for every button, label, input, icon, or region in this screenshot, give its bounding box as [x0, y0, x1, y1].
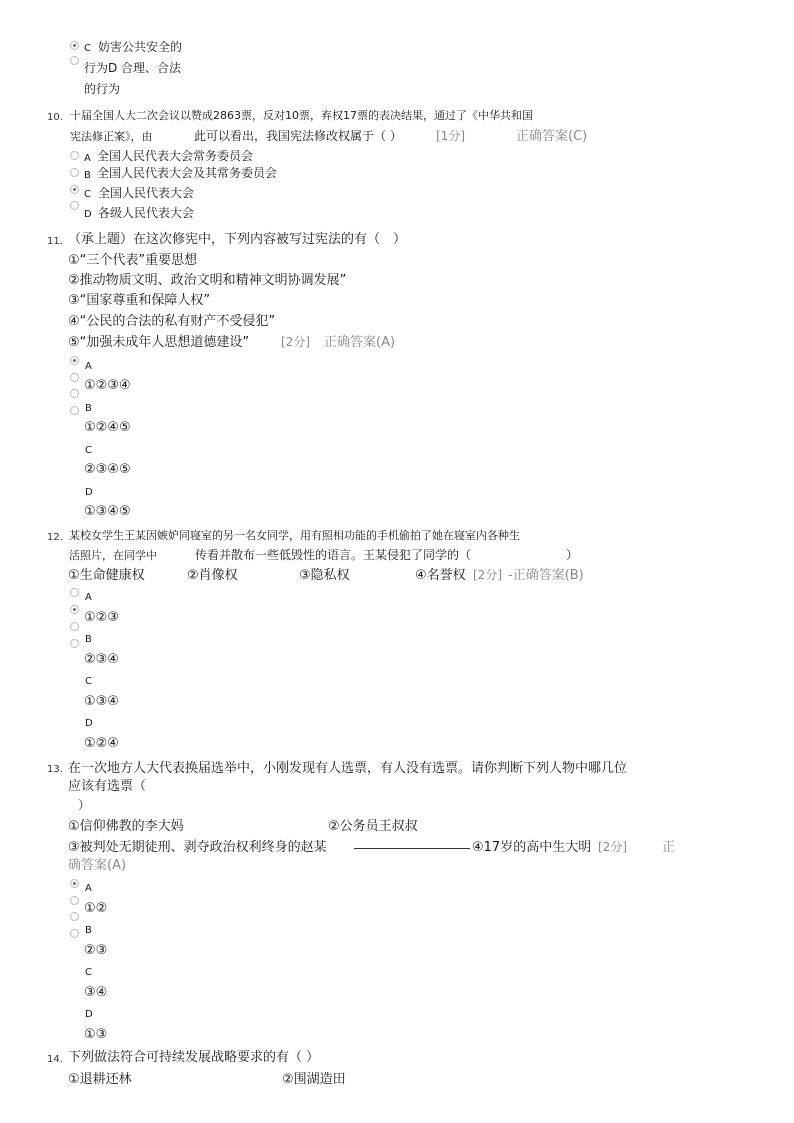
q13-stem-line3: ）	[78, 798, 91, 812]
q10-score: [1分]	[436, 129, 465, 143]
q12-option-c-text: ①③④	[84, 694, 119, 709]
q11-option-a-text: ①②③④	[84, 378, 131, 393]
q13-option-b-letter: B	[85, 925, 92, 936]
q12-option-d-text: ①②④	[84, 736, 119, 751]
q12-stem-line2b: 传看并散布一些低毁性的语言。王某侵犯了同学的（	[195, 548, 472, 562]
q10-option-d-letter: D	[84, 209, 92, 220]
q10-option-c-letter: C	[84, 189, 91, 200]
q10-number: 10.	[47, 112, 63, 123]
q12-score: [2分]	[473, 568, 502, 582]
q9-option-c-text: 妨害公共安全的	[98, 40, 183, 54]
q13-option-c-radio[interactable]	[70, 912, 79, 921]
q13-stem-line2: 应该有选票（	[68, 779, 147, 794]
q13-person-3: ③被判处无期徒刑、剥夺政治权利终身的赵某	[68, 840, 327, 855]
q12-right-1: ①生命健康权	[68, 568, 145, 583]
q11-option-a-letter: A	[85, 361, 92, 372]
q11-item-5: ⑤“加强未成年人思想道德建设”	[68, 335, 250, 350]
q11-option-c-letter: C	[85, 445, 92, 456]
q12-option-b-letter: B	[85, 634, 92, 645]
q12-option-c-letter: C	[85, 676, 92, 687]
q10-option-a-radio[interactable]	[70, 151, 79, 160]
q14-stem: 下列做法符合可持续发展战略要求的有（ ）	[68, 1050, 320, 1065]
q13-underline	[354, 848, 470, 849]
q11-item-3: ③“国家尊重和保障人权”	[68, 293, 211, 308]
q13-option-b-radio[interactable]	[70, 896, 79, 905]
q13-person-1: ①信仰佛教的李大妈	[68, 819, 184, 834]
q10-option-a-text: 全国人民代表大会常务委员会	[97, 149, 254, 163]
q12-number: 12.	[47, 532, 63, 543]
q13-correct-answer-part1: 正	[662, 840, 676, 855]
q10-stem-line2a: 宪法修正案》，由	[70, 130, 153, 143]
q13-correct-answer-part2: 确答案(A)	[68, 858, 127, 873]
q13-person-4: ④17岁的高中生大明	[472, 840, 592, 855]
q11-option-b-letter: B	[85, 403, 92, 414]
q13-number: 13.	[47, 764, 63, 775]
q11-item-4: ④“公民的合法的私有财产不受侵犯”	[68, 314, 276, 329]
q11-option-b-radio[interactable]	[70, 373, 79, 382]
q13-option-a-letter: A	[85, 883, 92, 894]
q12-stem-line2c: ）	[566, 548, 579, 562]
q10-option-b-radio[interactable]	[70, 168, 79, 177]
q11-option-d-text: ①③④⑤	[84, 504, 131, 519]
q14-item-1: ①退耕还林	[68, 1072, 132, 1087]
q11-item-1: ①“三个代表”重要思想	[68, 253, 198, 268]
q13-option-a-radio[interactable]	[70, 879, 79, 888]
q11-item-2: ②推动物质文明、政治文明和精神文明协调发展”	[68, 273, 347, 288]
q10-correct-answer: 正确答案(C)	[516, 129, 588, 144]
q9-option-d-radio[interactable]	[70, 56, 79, 65]
q10-option-a-letter: A	[84, 153, 91, 164]
q13-option-a-text: ①②	[84, 901, 108, 916]
q12-right-3: ③隐私权	[299, 568, 350, 583]
q11-option-b-text: ①②④⑤	[84, 420, 131, 435]
q11-option-c-radio[interactable]	[70, 389, 79, 398]
q12-option-b-radio[interactable]	[70, 605, 79, 614]
q14-number: 14.	[47, 1054, 63, 1065]
q12-right-4: ④名誉权	[415, 568, 466, 583]
q9-option-c-letter: C	[84, 43, 91, 54]
q13-option-c-text: ③④	[84, 985, 108, 1000]
q9-option-d-continued: 的行为	[84, 82, 121, 96]
q10-option-c-radio[interactable]	[70, 185, 79, 194]
q12-option-a-letter: A	[85, 592, 92, 603]
q12-option-b-text: ②③④	[84, 652, 119, 667]
q9-option-c-radio[interactable]	[70, 41, 79, 50]
q13-option-d-letter: D	[85, 1009, 93, 1020]
q12-option-d-radio[interactable]	[70, 639, 79, 648]
q10-option-d-radio[interactable]	[70, 201, 79, 210]
q10-option-b-letter: B	[84, 170, 91, 181]
q11-option-d-radio[interactable]	[70, 406, 79, 415]
q10-option-d-text: 各级人民代表大会	[98, 206, 195, 220]
q12-right-2: ②肖像权	[187, 568, 238, 583]
q12-option-c-radio[interactable]	[70, 622, 79, 631]
q9-option-c-continued: 行为D 合理、合法	[84, 61, 182, 75]
q13-score: [2分]	[598, 840, 627, 854]
q12-option-a-radio[interactable]	[70, 588, 79, 597]
q11-number: 11.	[47, 236, 63, 247]
q11-correct-answer: 正确答案(A)	[324, 335, 396, 350]
q11-stem: （承上题）在这次修宪中，下列内容被写过宪法的有（ ）	[68, 232, 407, 247]
q13-option-d-radio[interactable]	[70, 929, 79, 938]
q12-stem-line2a: 活照片，在同学中	[69, 549, 157, 562]
q10-option-b-text: 全国人民代表大会及其常务委员会	[97, 166, 278, 180]
q11-score: [2分]	[281, 335, 310, 349]
q13-option-c-letter: C	[85, 967, 92, 978]
q14-item-2: ②围湖造田	[282, 1072, 346, 1087]
q13-person-2: ②公务员王叔叔	[328, 819, 418, 834]
q12-option-a-text: ①②③	[84, 610, 119, 625]
q12-option-d-letter: D	[85, 718, 93, 729]
q11-option-d-letter: D	[85, 487, 93, 498]
q12-correct-answer: -正确答案(B)	[508, 568, 584, 583]
q12-stem-line1: 某校女学生王某因嫉妒同寝室的另一名女同学，用有照相功能的手机偷拍了她在寝室内各种生	[69, 529, 520, 542]
q10-option-c-text: 全国人民代表大会	[98, 186, 195, 200]
q10-stem-line2b: 此可以看出，我国宪法修改权属于（ ）	[194, 129, 402, 143]
q13-option-d-text: ①③	[84, 1027, 108, 1042]
q11-option-c-text: ②③④⑤	[84, 462, 131, 477]
q13-option-b-text: ②③	[84, 943, 108, 958]
q13-stem-line1: 在一次地方人大代表换届选举中，小刚发现有人选票，有人没有选票。请你判断下列人物中哪几位	[68, 761, 628, 776]
q10-stem-line1: 十届全国人大二次会议以赞成2863票，反对10票，弃权17票的表决结果，通过了《中华共和国	[70, 109, 533, 122]
q11-option-a-radio[interactable]	[70, 356, 79, 365]
